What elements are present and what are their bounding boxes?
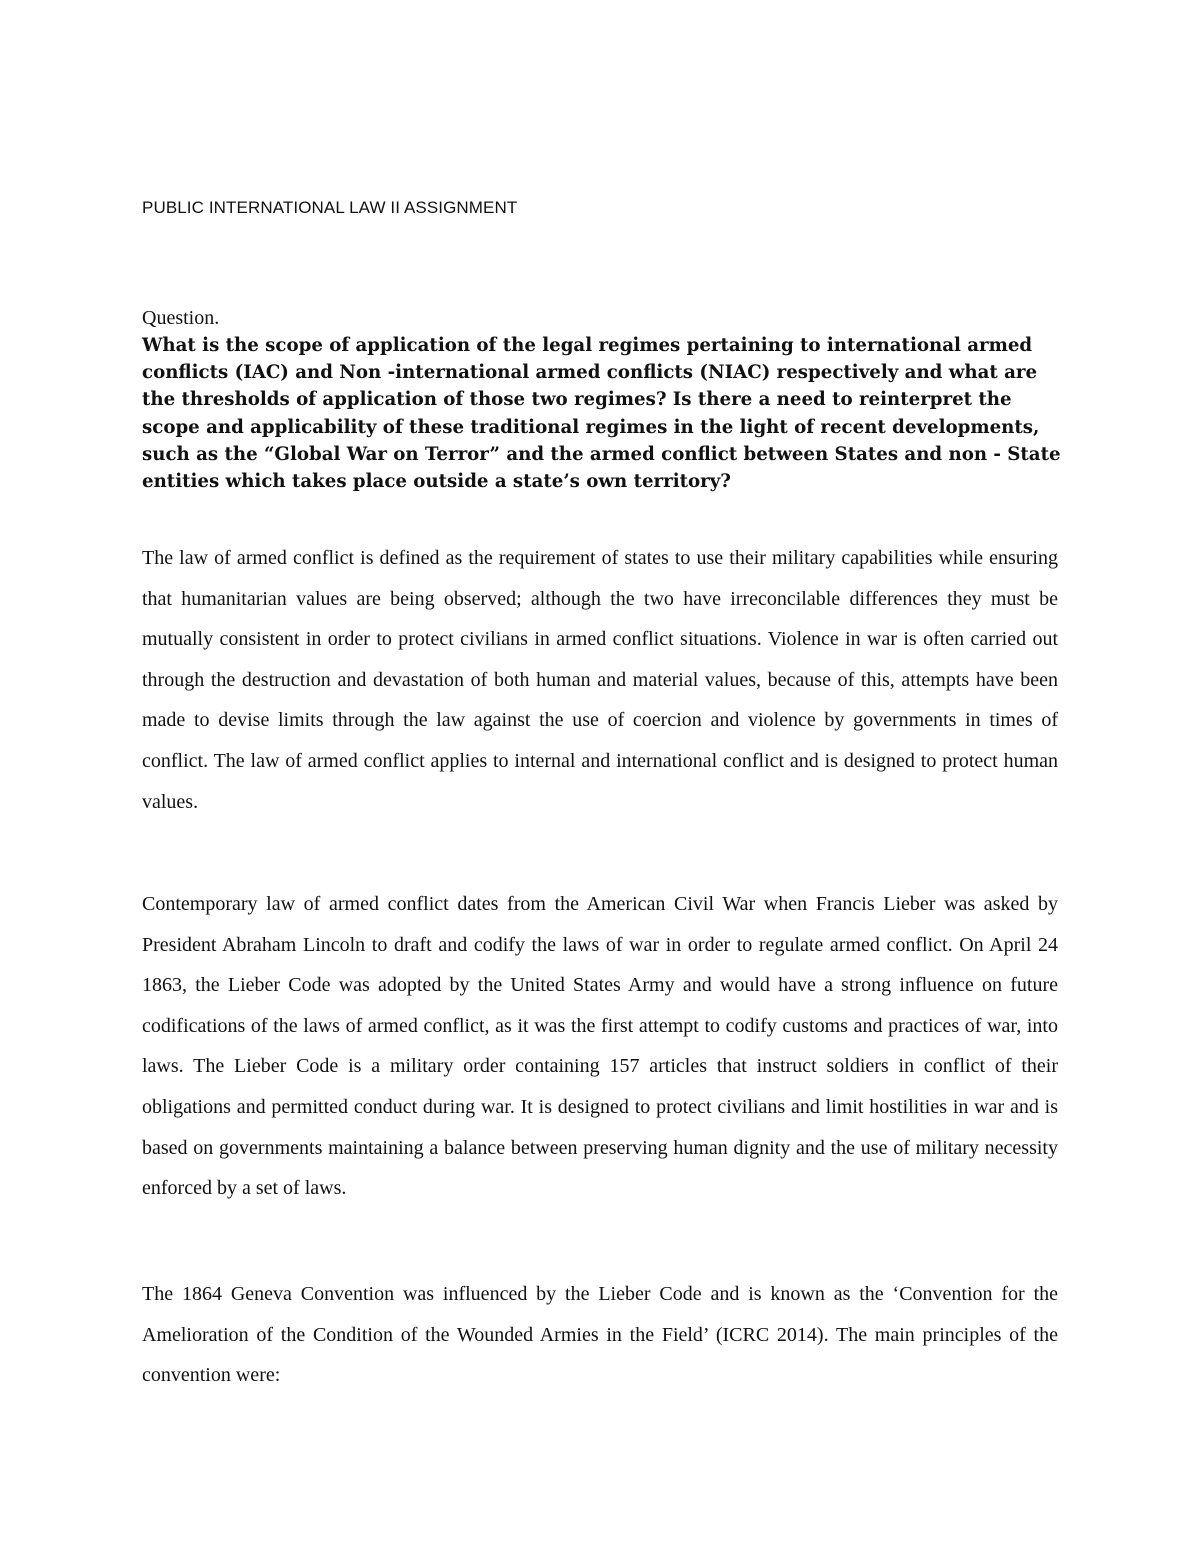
body-paragraph-3: The 1864 Geneva Convention was influenced by the Lieber Code and is known as the ‘Convention for the Amelioration of the Condition of the Wounded Armies in the Field’ (ICRC 2014). The main principles of the convention were: xyxy=(142,1283,1058,1387)
question-text: What is the scope of application of the legal regimes pertaining to international armed conflicts (IAC) and Non -international armed conflicts (NIAC) respectively and what are the thresholds of application of those two regimes? Is there a need to reinterpret the scope and applicability of these traditional regimes in the light of recent developments, such as the “Global War on Terror” and the armed conflict between States and non - State entities which takes place outside a state’s own territory? xyxy=(142,335,1061,493)
question-label: Question. xyxy=(142,307,220,329)
body-paragraph-1: The law of armed conflict is defined as the requirement of states to use their military capabilities while ensuring that humanitarian values are being observed; although the two have irreconcilable differences they must be mutually consistent in order to protect civilians in armed conflict situations. Violence in war is often carried out through the destruction and devastation of both human and material values, because of this, attempts have been made to devise limits through the law against the use of coercion and violence by governments in times of conflict. The law of armed conflict applies to internal and international conflict and is designed to protect human values. xyxy=(142,547,1058,813)
document-title: PUBLIC INTERNATIONAL LAW II ASSIGNMENT xyxy=(142,198,518,217)
body-paragraph-2: Contemporary law of armed conflict dates from the American Civil War when Francis Lieber was asked by President Abraham Lincoln to draft and codify the laws of war in order to regulate armed conflict. On April 24 1863, the Lieber Code was adopted by the United States Army and would have a strong influence on future codifications of the laws of armed conflict, as it was the first attempt to codify customs and practices of war, into laws. The Lieber Code is a military order containing 157 articles that instruct soldiers in conflict of their obligations and permitted conduct during war. It is designed to protect civilians and limit hostilities in war and is based on governments maintaining a balance between preserving human dignity and the use of military necessity enforced by a set of laws. xyxy=(142,893,1058,1200)
question-block xyxy=(142,305,1062,495)
